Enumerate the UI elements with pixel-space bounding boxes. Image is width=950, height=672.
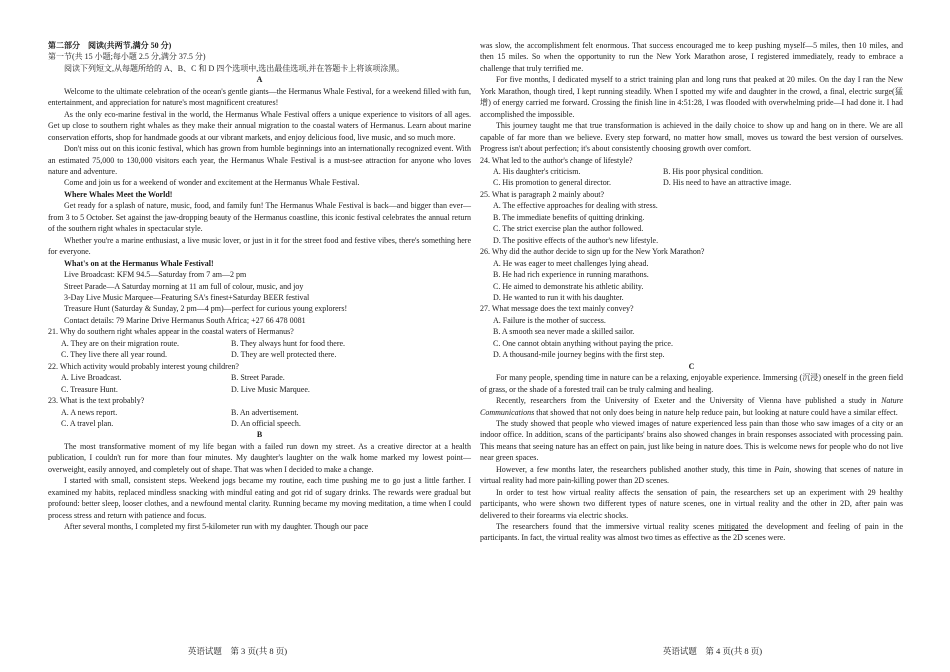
journal-name: Pain — [774, 464, 790, 474]
option: C. A travel plan. — [61, 418, 114, 428]
option: A. Live Broadcast. — [61, 373, 122, 383]
section-title: 第一节(共 15 小题;每小题 2.5 分,满分 37.5 分) — [48, 52, 206, 62]
text-run: The researchers found that the immersive virtual reality scenes — [496, 522, 719, 532]
option: D. The positive effects of the author's new lifestyle. — [493, 235, 659, 245]
question: 25. What is paragraph 2 mainly about? — [480, 189, 605, 199]
passage-b-letter: B — [256, 430, 263, 440]
option: C. His promotion to general director. — [493, 178, 611, 188]
option: B. The immediate benefits of quitting drinking. — [493, 212, 645, 222]
question: 22. Which activity would probably interest young children? — [48, 361, 239, 371]
text-run: Recently, researchers from the University of Exeter and the University of Vienna have published a study in — [496, 396, 882, 406]
option: D. They are well protected there. — [231, 350, 337, 360]
event-item: Treasure Hunt (Saturday & Sunday, 2 pm—4 pm)—perfect for curious young explorers! — [64, 304, 348, 314]
option: A. Failure is the mother of success. — [493, 315, 606, 325]
option: A. His daughter's criticism. — [493, 166, 581, 176]
paragraph — [480, 395, 903, 418]
options-row — [48, 384, 471, 395]
option: B. An advertisement. — [231, 407, 299, 417]
paragraph: The most transformative moment of my life began with a failed run down my street. As a creative director at a health publication, I couldn't run for more than four minutes. My daughter's laughter on the walk home marked my lowest point—overweight, easily annoyed, and completely out of shape. That was when I decided to make a change. — [48, 441, 471, 474]
option: C. One cannot obtain anything without paying the price. — [493, 338, 673, 348]
left-column — [48, 40, 471, 532]
options-row — [48, 349, 471, 360]
section-heading: What's on at the Hermanus Whale Festival! — [64, 258, 214, 268]
option: D. A thousand-mile journey begins with the first step. — [493, 350, 665, 360]
option: D. An official speech. — [231, 418, 301, 428]
option: A. He was eager to meet challenges lying ahead. — [493, 258, 649, 268]
text-run: However, a few months later, the researchers published another study, this time in — [496, 464, 775, 474]
option: C. Treasure Hunt. — [61, 384, 118, 394]
paragraph: For many people, spending time in nature can be a relaxing, enjoyable experience. Immersing (沉浸) oneself in the green field of grass, or the shade of a forested trail can be truly calming and healing. — [480, 373, 903, 394]
question: 27. What message does the text mainly convey? — [480, 304, 634, 314]
question: 23. What is the text probably? — [48, 396, 145, 406]
section-heading: Where Whales Meet the World! — [64, 189, 173, 199]
paragraph: Get ready for a splash of nature, music, food, and family fun! The Hermanus Whale Festival is back—and bigger than ever—from 3 to 5 October. Set against the jaw-dropping beauty of the Hermanus coastline, this iconic festival celebrates the annual return of the southern right whales in spectacular style. — [48, 201, 471, 234]
page-footer-right: 英语试题 第 4 页(共 8 页) — [662, 646, 763, 656]
option: D. His need to have an attractive image. — [663, 178, 792, 188]
paragraph: Don't miss out on this iconic festival, which has grown from humble beginnings into an internationally recognized event. With an estimated 75,000 to 130,000 visitors each year, the Hermanus Whale Festival is a must-see attraction for anyone who loves nature and adventure. — [48, 144, 471, 176]
part-title: 第二部分 阅读(共两节,满分 50 分) — [48, 41, 172, 50]
question: 26. Why did the author decide to sign up for the New York Marathon? — [480, 247, 705, 257]
question: 24. What led to the author's change of lifestyle? — [480, 155, 633, 165]
option: C. They live there all year round. — [61, 350, 168, 360]
underlined-word: mitigated — [718, 522, 749, 532]
text-run: , showing that scenes of nature in virtual reality had more pain-killing power than 2D scenes. — [480, 464, 903, 486]
paragraph: After several months, I completed my first 5-kilometer run with my daughter. Though our pace — [64, 522, 369, 532]
paragraph — [480, 521, 903, 544]
journal-name: Nature Communications — [480, 396, 903, 417]
contact-details: Contact details: 79 Marine Drive Hermanus South Africa; +27 66 478 0081 — [64, 315, 306, 325]
option: B. He had rich experience in running marathons. — [493, 270, 649, 280]
passage-a-letter: A — [256, 75, 263, 85]
paragraph: Whether you're a marine enthusiast, a live music lover, or just in it for the street food and festive vibes, there's something here for everyone. — [48, 235, 471, 257]
paragraph: For five months, I dedicated myself to a strict training plan and long runs that peaked at 20 miles. On the day I ran the New York Marathon, though tired, I kept running steadily. When I spotted my wife and daughter in the crowd, a final, electric surge(猛增) of energy carried me forward. Crossing the finish line in 4:51:28, I was flooded with overwhelming pride—I had done it. I had accomplished the impossible. — [480, 75, 903, 119]
event-item: Street Parade—A Saturday morning at 11 am full of colour, music, and joy — [64, 281, 304, 291]
paragraph — [480, 464, 903, 487]
paragraph: As the only eco-marine festival in the world, the Hermanus Whale Festival offers a unique experience to visitors of all ages. Get up close to southern right whales as they make their annual migration to the coastal waters of Hermanus. Learn about marine conservation efforts, shop for handmade goods at our vibrant markets, and enjoy delicious food, live music, and so much more. — [48, 109, 471, 142]
option: B. His poor physical condition. — [663, 166, 763, 176]
paragraph: This journey taught me that true transformation is achieved in the daily choice to show up and hang on in there. We are all capable of far more than we believe. Every step forward, no matter how small, moves us toward the best version of ourselves. Progress isn't about perfection; it's about consistently choosing growth over comfort. — [480, 121, 903, 154]
instruction: 阅读下列短文,从每题所给的 A、B、C 和 D 四个选项中,选出最佳选项,并在答题卡上将该项涂黑。 — [64, 63, 405, 73]
option: A. They are on their migration route. — [61, 338, 180, 348]
text-run: that showed that not only does being in nature help reduce pain, but looking at nature could have a similar effect. — [534, 407, 898, 417]
right-column — [480, 40, 903, 544]
option: B. Street Parade. — [231, 373, 285, 383]
option: D. Live Music Marquee. — [231, 384, 310, 394]
text-run: the development and feeling of pain in the participants. In fact, the virtual reality was almost two times as effective as the 2D scenes were. — [480, 522, 903, 543]
options-row — [480, 166, 903, 177]
options-row — [480, 177, 903, 188]
paragraph: Welcome to the ultimate celebration of the ocean's gentle giants—the Hermanus Whale Festival, for a weekend filled with fun, entertainment, and appreciation for nature's most magnificent creatures! — [48, 86, 471, 108]
event-item: 3-Day Live Music Marquee—Featuring SA's finest+Saturday BEER festival — [64, 292, 310, 302]
options-row — [48, 372, 471, 383]
paragraph: Come and join us for a weekend of wonder and excitement at the Hermanus Whale Festival. — [64, 178, 360, 188]
option: B. They always hunt for food there. — [231, 338, 346, 348]
option: A. The effective approaches for dealing with stress. — [493, 201, 658, 211]
paragraph: The study showed that people who viewed images of nature experienced less pain than those who saw images of a city or an indoor office. In addition, scans of the participants' brains also showed changes in brain responses associated with processing pain. This means that seeing nature has an effect on pain, just like being in nature does. This is welcome news for people who do not live near green spaces. — [480, 418, 903, 463]
option: C. The strict exercise plan the author followed. — [493, 224, 644, 234]
option: B. A smooth sea never made a skilled sailor. — [493, 327, 635, 337]
options-row — [48, 338, 471, 349]
paragraph: I started with small, consistent steps. Weekend jogs became my routine, each time pushing me to go just a little farther. I examined my habits, replaced mindless snacking with mindful eating and got rid of sugary drinks. The rewards were gradual but profound: better sleep, looser clothes, and a newfound mental clarity. Running became my moving meditation, a time when I could process stress and return with patience and focus. — [48, 476, 471, 520]
options-row — [48, 418, 471, 429]
option: C. He aimed to demonstrate his athletic ability. — [493, 281, 644, 291]
passage-c-letter: C — [688, 361, 695, 371]
paragraph: was slow, the accomplishment felt enormous. That success encouraged me to keep pushing myself—5 miles, then 10 miles, and then 15 miles. So when the opportunity to run the New York Marathon arose, I registered immediately, ready to embrace a challenge that truly terrified me. — [480, 41, 903, 73]
options-row — [48, 407, 471, 418]
paragraph: In order to test how virtual reality affects the sensation of pain, the researchers set up an experiment with 29 healthy participants, who were shown two different types of nature scenes, one in virtual reality and the other in 2D, after pain was delivered to their forearms via electric shocks. — [480, 487, 903, 520]
page-footer-left: 英语试题 第 3 页(共 8 页) — [187, 646, 288, 656]
question: 21. Why do southern right whales appear in the coastal waters of Hermanus? — [48, 327, 294, 337]
event-item: Live Broadcast: KFM 94.5—Saturday from 7 am—2 pm — [64, 270, 247, 280]
option: A. A news report. — [61, 407, 118, 417]
option: D. He wanted to run it with his daughter. — [493, 292, 624, 302]
